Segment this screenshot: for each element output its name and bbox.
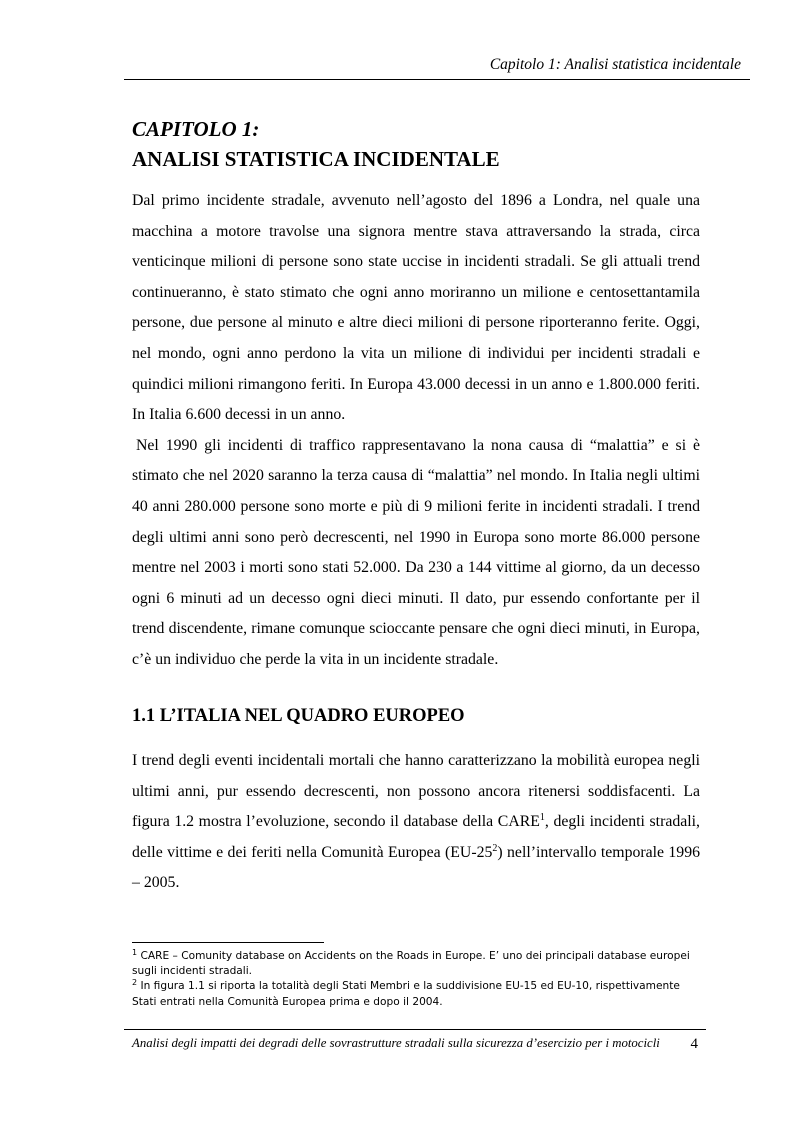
page-number: 4 <box>690 1036 698 1052</box>
footnotes <box>132 949 706 1010</box>
section-text-b: , degli incidenti stradali, delle vittime e dei feriti nella Comunità Europea (EU-25 <box>132 813 700 861</box>
section-text <box>132 746 700 899</box>
footnote-1 <box>132 949 706 979</box>
section-paragraph <box>132 746 700 899</box>
footer-thesis-title: Analisi degli impatti dei degradi delle sovrastrutture stradali sulla sicurezza d’esercizio per i motocicli <box>132 1036 660 1050</box>
running-title: Capitolo 1: Analisi statistica incidentale <box>489 56 741 73</box>
footnote-number: 1 <box>132 948 138 957</box>
intro-paragraph-2: Nel 1990 gli incidenti di traffico rappresentavano la nona causa di “malattia” e si è stimato che nel 2020 saranno la terza causa di “malattia” nel mondo. In Italia negli ultimi 40 anni 280.000 persone sono morte e più di 9 milioni ferite in incidenti stradali. I trend degli ultimi anni sono però decrescenti, nel 1990 in Europa sono morte 86.000 persone mentre nel 2003 i morti sono stati 52.000. Da 230 a 144 vittime al giorno, da un decesso ogni 6 minuti ad un decesso ogni dieci minuti. Il dato, pur essendo confortante per il trend discendente, rimane comunque scioccante pensare che ogni dieci minuti, in Europa, c’è un individuo che perde la vita in un incidente stradale. <box>132 436 700 668</box>
section-text-a: I trend degli eventi incidentali mortali che hanno caratterizzano la mobilità europea negli ultimi anni, pur essendo decrescenti, non possono ancora ritenersi soddisfacenti. La figura 1.2 mostra l’evoluzione, secondo il database della CARE <box>132 752 700 831</box>
footnote-text: In figura 1.1 si riporta la totalità degli Stati Membri e la suddivisione EU-15 ed EU-10, rispettivamente Stati entrati nella Comunità Europea prima e dopo il 2004. <box>132 980 680 1008</box>
page-header <box>124 55 750 80</box>
footer-divider <box>124 1029 706 1030</box>
footnote-2 <box>132 979 706 1009</box>
footnote-ref-1[interactable]: 1 <box>539 812 545 824</box>
intro-text <box>132 186 700 676</box>
chapter-heading <box>132 114 702 174</box>
footnote-ref-2[interactable]: 2 <box>492 842 498 854</box>
footnote-text: CARE – Comunity database on Accidents on the Roads in Europe. E’ uno dei principali database europei sugli incidenti stradali. <box>132 950 690 978</box>
footnote-divider <box>132 942 324 943</box>
chapter-label: CAPITOLO 1: <box>132 117 260 141</box>
section-text-c: ) nell’intervallo temporale 1996 – 2005. <box>132 843 700 892</box>
chapter-title: ANALISI STATISTICA INCIDENTALE <box>132 147 500 171</box>
section-heading: 1.1 L’ITALIA NEL QUADRO EUROPEO <box>132 706 465 726</box>
footnote-number: 2 <box>132 978 138 988</box>
intro-paragraph-1: Dal primo incidente stradale, avvenuto nell’agosto del 1896 a Londra, nel quale una macchina a motore travolse una signora mentre stava attraversando la strada, circa venticinque milioni di persone sono state uccise in incidenti stradali. Se gli attuali trend continueranno, è stato stimato che ogni anno moriranno un milione e centosettantamila persone, due persone al minuto e altre dieci milioni di persone riporteranno ferite. Oggi, nel mondo, ogni anno perdono la vita un milione di individui per incidenti stradali e quindici milioni rimangono feriti. In Europa 43.000 decessi in un anno e 1.800.000 feriti. In Italia 6.600 decessi in un anno. <box>132 192 700 424</box>
